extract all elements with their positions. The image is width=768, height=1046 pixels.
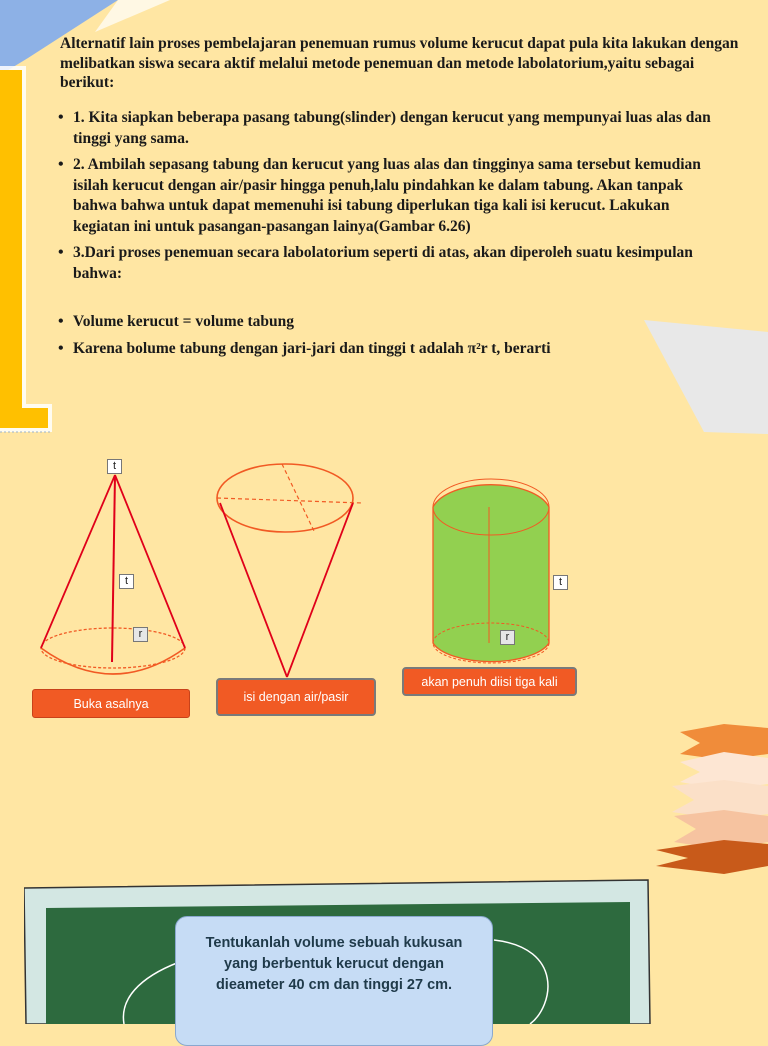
bullet-volume-equation: • Volume kerucut = volume tabung: [56, 312, 716, 333]
caption-original: Buka asalnya: [32, 689, 190, 718]
caption-filled-three-times: akan penuh diisi tiga kali: [402, 667, 577, 696]
inverted-cone-diagram: [210, 455, 370, 685]
bullet-list: [56, 108, 716, 365]
left-frame-decoration: [0, 66, 60, 436]
cone-radius-r-label: r: [133, 627, 148, 642]
cylinder-height-t-label: t: [553, 575, 568, 590]
bullet-step-3: • 3.Dari proses penemuan secara labolatorium seperti di atas, akan diperoleh suatu kesimpulan bahwa:: [56, 243, 716, 284]
cylinder-diagram: [425, 465, 560, 675]
apex-t-label: t: [107, 459, 122, 474]
caption-fill-with-water: isi dengan air/pasir: [216, 678, 376, 716]
cone-diagram: [30, 450, 200, 680]
bullet-step-2: • 2. Ambilah sepasang tabung dan kerucut yang luas alas dan tingginya sama tersebut kemudian isilah kerucut dengan air/pasir hingga penuh,lalu pindahkan ke dalam tabung. Akan tanpak bahwa bahwa untuk dapat memenuhi isi tabung diperlukan tiga kali isi kerucut. Lakukan kegiatan ini untuk pasangan-pasangan lainya(Gambar 6.26): [56, 155, 716, 237]
zigzag-decoration: [652, 724, 768, 874]
bullet-cylinder-volume: • Karena bolume tabung dengan jari-jari dan tinggi t adalah π²r t, berarti: [56, 339, 716, 360]
question-box: Tentukanlah volume sebuah kukusan yang berbentuk kerucut dengan dieameter 40 cm dan tinggi 27 cm.: [175, 916, 493, 1046]
bullet-step-1: • 1. Kita siapkan beberapa pasang tabung(slinder) dengan kerucut yang mempunyai luas alas dan tinggi yang sama.: [56, 108, 716, 149]
intro-paragraph: Alternatif lain proses pembelajaran penemuan rumus volume kerucut dapat pula kita lakukan dengan melibatkan siswa secara aktif melalui metode penemuan dan metode labolatorium,yaitu sebagai berikut:: [60, 35, 739, 91]
cylinder-radius-r-label: r: [500, 630, 515, 645]
cone-height-t-label: t: [119, 574, 134, 589]
